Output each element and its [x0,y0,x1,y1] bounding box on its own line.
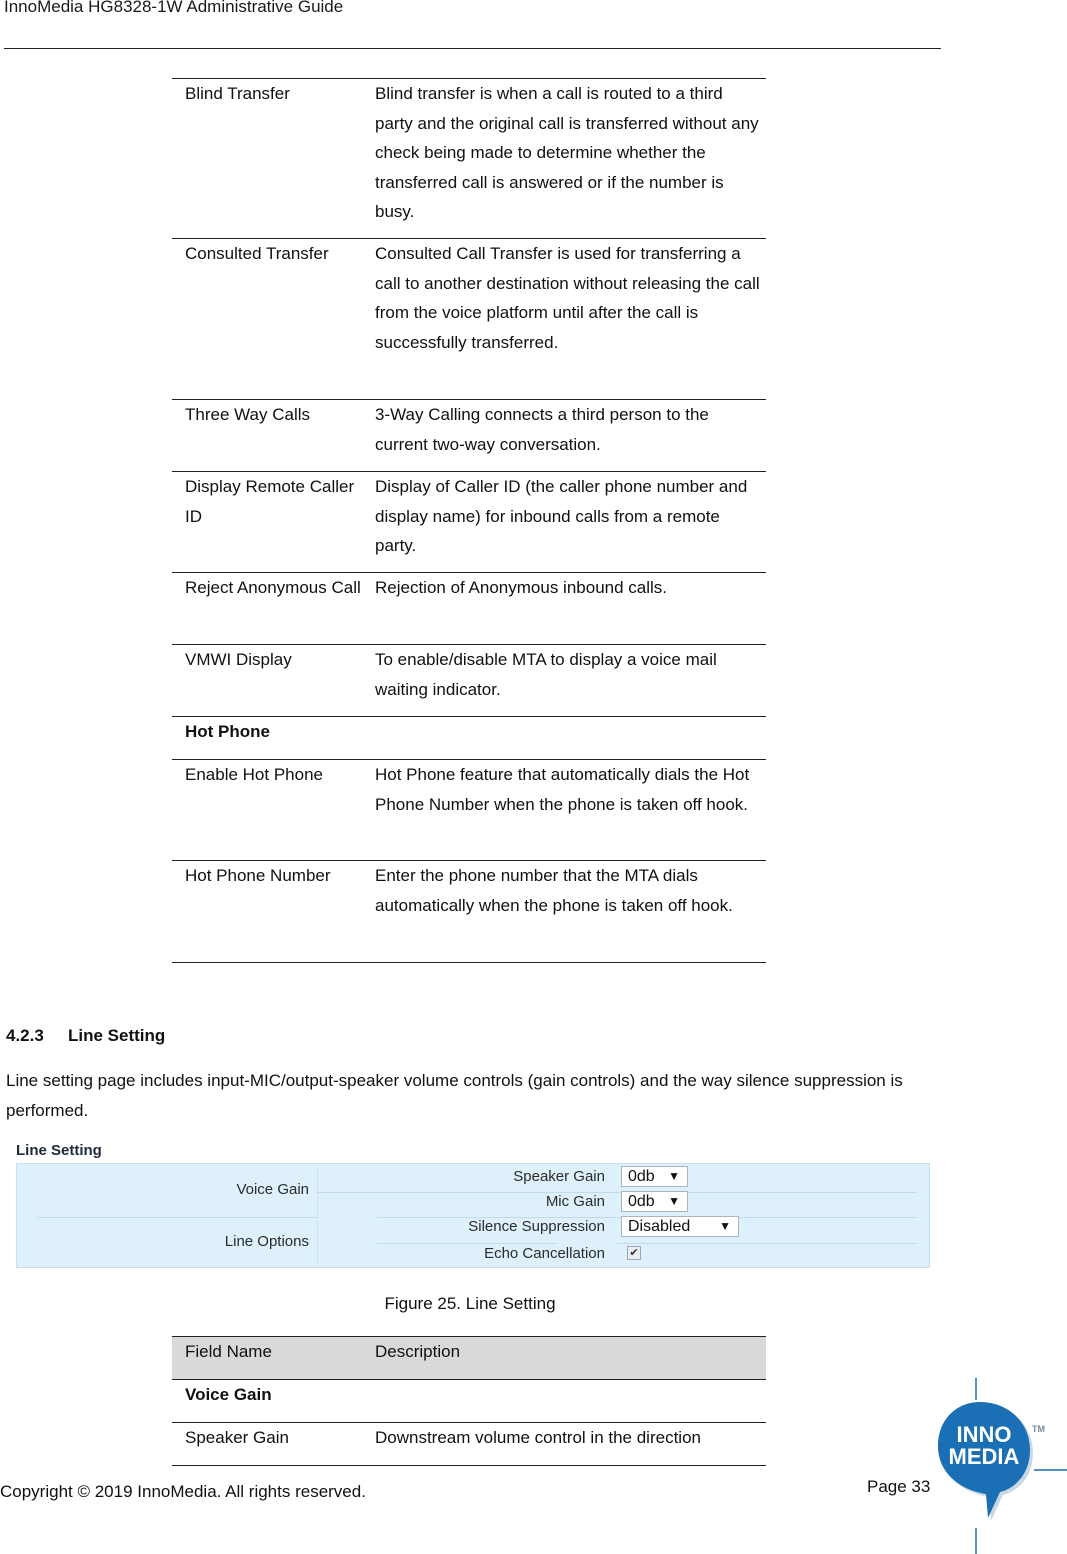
description-cell: Display of Caller ID (the caller phone number and display name) for inbound calls from a remote party. [375,477,748,555]
table-row [172,645,766,717]
field-name-cell: VMWI Display [185,650,292,669]
table-row [172,400,766,472]
svg-text:MEDIA: MEDIA [948,1444,1020,1469]
speaker-gain-value: 0db [628,1168,655,1185]
feature-description-table [172,78,766,963]
row-divider [377,1243,557,1244]
dropdown-arrow-icon: ▼ [668,1194,680,1208]
description-cell: To enable/disable MTA to display a voice mail waiting indicator. [375,650,717,699]
description-cell [375,1380,766,1423]
line-setting-screenshot [10,1138,935,1274]
table-row [172,472,766,573]
copyright-notice: Copyright © 2019 InnoMedia. All rights reserved. [0,1482,366,1501]
figure-caption: Figure 25. Line Setting [384,1294,556,1313]
section-heading [6,1026,165,1046]
table-row [172,1423,766,1466]
group-name-cell: Voice Gain [185,1385,272,1404]
field-description-table [172,1336,766,1466]
group-label-line-options: Line Options [224,1233,309,1250]
table-row [172,573,766,645]
field-label-silence-suppression: Silence Suppression [468,1218,605,1235]
description-cell: Enter the phone number that the MTA dials automatically when the phone is taken off hook. [375,866,733,915]
field-name-cell: Consulted Transfer [185,244,329,263]
field-name-cell: Blind Transfer [185,84,290,103]
table-row [172,760,766,861]
field-name-cell: Speaker Gain [185,1428,289,1447]
echo-cancellation-checkbox[interactable] [627,1246,641,1260]
dropdown-arrow-icon: ▼ [719,1219,731,1233]
svg-text:INNO: INNO [956,1422,1012,1447]
table-group-row [172,717,766,760]
field-label-mic-gain: Mic Gain [545,1193,605,1210]
mic-gain-select[interactable] [621,1191,688,1212]
group-divider [37,1217,317,1218]
screenshot-title: Line Setting [16,1142,102,1159]
description-cell: Hot Phone feature that automatically dials the Hot Phone Number when the phone is taken off hook. [375,765,750,814]
column-header-description: Description [375,1337,766,1380]
field-label-echo-cancellation: Echo Cancellation [484,1245,605,1262]
table-row [172,861,766,963]
field-label-speaker-gain: Speaker Gain [513,1168,605,1185]
column-header-field-name: Field Name [172,1337,375,1380]
description-cell: Rejection of Anonymous inbound calls. [375,578,668,597]
document-header-title: InnoMedia HG8328-1W Administrative Guide [4,0,344,16]
description-cell: Blind transfer is when a call is routed to a third party and the original call is transferred without any check being made to determine whether the transferred call is answered or if the number is busy. [375,84,759,221]
section-paragraph: Line setting page includes input-MIC/output-speaker volume controls (gain controls) and the way silence suppression is performed. [6,1071,903,1120]
row-divider [617,1243,917,1244]
checkmark-icon: ✔ [629,1247,639,1259]
svg-text:TM: TM [1032,1424,1045,1434]
description-cell: Downstream volume control in the direction [375,1428,701,1447]
innomedia-logo-icon [930,1378,1067,1554]
description-cell: 3-Way Calling connects a third person to the current two-way conversation. [375,405,709,454]
description-cell: Consulted Call Transfer is used for transferring a call to another destination without releasing the call from the voice platform until after the call is successfully transferred. [375,244,760,352]
line-setting-panel [16,1163,930,1268]
section-number: 4.2.3 [6,1026,44,1045]
silence-suppression-select[interactable] [621,1216,739,1237]
field-name-cell: Display Remote Caller ID [185,477,355,526]
silence-suppression-value: Disabled [628,1218,691,1235]
mic-gain-value: 0db [628,1193,655,1210]
page-number: Page 33 [867,1477,931,1496]
header-divider [4,48,941,49]
description-cell [375,717,766,760]
column-divider [317,1168,318,1264]
field-name-cell: Hot Phone Number [185,866,331,885]
group-name-cell: Hot Phone [185,722,270,741]
dropdown-arrow-icon: ▼ [668,1169,680,1183]
table-group-row [172,1380,766,1423]
table-header-row [172,1337,766,1380]
group-label-voice-gain: Voice Gain [236,1181,309,1198]
field-name-cell: Enable Hot Phone [185,765,323,784]
field-name-cell: Reject Anonymous Call [185,578,361,597]
speaker-gain-select[interactable] [621,1166,688,1187]
field-name-cell: Three Way Calls [185,405,311,424]
table-row [172,239,766,400]
section-title: Line Setting [68,1026,166,1045]
table-row [172,79,766,239]
